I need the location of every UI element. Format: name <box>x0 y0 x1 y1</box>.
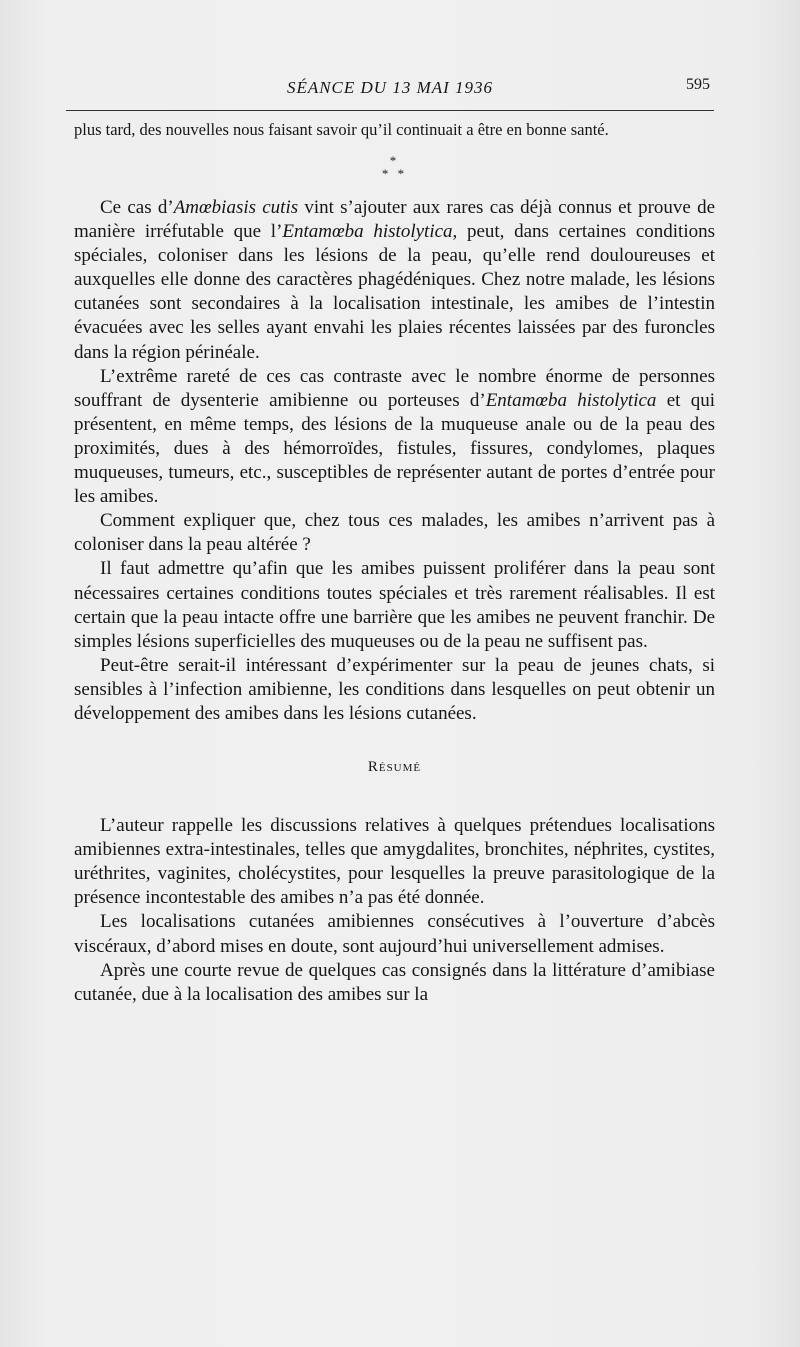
text-run: L’extrême rareté de ces cas contraste avec le nombre énorme de personnes souffrant de dysenterie amibienne ou porteuses d’ <box>74 365 715 411</box>
italic-term: Entamœba histolytica <box>485 389 657 411</box>
body-paragraph-2 <box>74 365 715 510</box>
resume-paragraph-3: Après une courte revue de quelques cas consignés dans la littérature d’amibiase cutanée, due à la localisation des amibes sur la <box>74 959 715 1005</box>
continued-paragraph: plus tard, des nouvelles nous faisant savoir qu’il continuait a être en bonne santé. <box>74 120 609 139</box>
text-run: Ce cas d’ <box>100 197 174 218</box>
italic-term: Entamœba histolytica <box>282 221 453 243</box>
section-separator <box>74 154 715 180</box>
italic-term: Amœbiasis cutis <box>173 197 299 218</box>
text-run: vint s’ajouter aux rares cas déjà connus et prouve de manière irréfutable que l’ <box>74 197 715 243</box>
text-run: , peut, dans certaines conditions spéciales, coloniser dans les lésions de la peau, qu’elle rend douloureuses et auxquelles elle donne des caractères phagédéniques. Chez notre malade, les lésions cutanées sont secondaires à la localisation intestinale, les amibes de l’intestin évacuées avec les selles ayant envahi les plaies récentes laissées par des furoncles dans la région périnéale. <box>74 221 715 363</box>
page-number: 595 <box>686 76 710 93</box>
body-paragraph-1 <box>74 196 715 365</box>
separator-stars-bottom: * * <box>381 166 408 181</box>
separator-star-top: * <box>389 153 400 168</box>
header-rule <box>66 110 714 111</box>
resume-paragraph-1: L’auteur rappelle les discussions relatives à quelques prétendues localisations amibiennes extra-intestinales, telles que amygdalites, bronchites, néphrites, cystites, uréthrites, vaginites, cholécystites, pour lesquelles la preuve parasitologique de la présence incontestable des amibes n’a pas été donnée. <box>74 815 715 909</box>
body-paragraph-3: Comment expliquer que, chez tous ces malades, les amibes n’arrivent pas à coloniser dans la peau altérée ? <box>74 510 715 556</box>
resume-heading: Résumé <box>367 759 422 776</box>
resume-paragraph-2: Les localisations cutanées amibiennes consécutives à l’ouverture d’abcès viscéraux, d’abord mises en doute, sont aujourd’hui universellement admises. <box>74 911 715 957</box>
body-text <box>74 118 715 1007</box>
text-run: et qui présentent, en même temps, des lésions de la muqueuse anale ou de la peau des proximités, dues à des hémorroïdes, fistules, fissures, condylomes, plaques muqueuses, tumeurs, etc., susceptibles de représenter autant de portes d’entrée pour les amibes. <box>74 389 716 508</box>
running-title: SÉANCE DU 13 MAI 1936 <box>286 78 494 97</box>
body-paragraph-4: Il faut admettre qu’afin que les amibes puissent proliférer dans la peau sont nécessaires certaines conditions toutes spéciales et très rarement réalisables. Il est certain que la peau intacte offre une barrière que les amibes ne peuvent franchir. De simples lésions superficielles des muqueuses ou de la peau ne suffisent pas. <box>74 558 715 652</box>
page-header <box>70 78 710 104</box>
body-paragraph-5: Peut-être serait-il intéressant d’expérimenter sur la peau de jeunes chats, si sensibles à l’infection amibienne, les conditions dans lesquelles on peut obtenir un développement des amibes dans les lésions cutanées. <box>74 654 715 724</box>
